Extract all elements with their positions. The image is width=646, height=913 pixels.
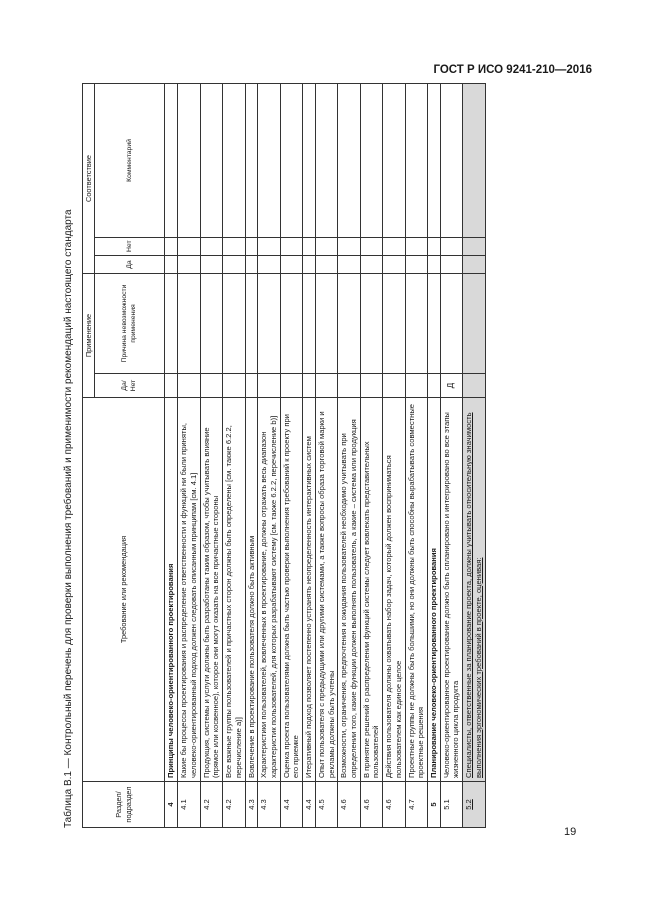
row-text: Принципы человеко-ориентированного проектирования xyxy=(165,398,178,782)
table-row xyxy=(165,83,178,827)
col-section-header: Раздел/ подраздел xyxy=(83,782,165,828)
yes-no-value: Д xyxy=(440,374,462,398)
row-number: 4.4 xyxy=(280,782,302,828)
row-number: 4.6 xyxy=(338,782,360,828)
table-caption: Таблица В.1 — Контрольный перечень для проверки выполнения требований и применимости рекомендаций настоящего стандарта xyxy=(63,209,74,828)
row-text: Проектные группы не должны быть большими, но они должны быть способны вырабатывать совместные проектные решения xyxy=(405,398,427,782)
row-number: 5 xyxy=(428,782,441,828)
row-text: В принятие решений о распределении функций системы следует вовлекать представительных пользователей xyxy=(360,398,382,782)
row-number: 4.4 xyxy=(303,782,316,828)
table-row xyxy=(405,83,427,827)
row-number: 4.2 xyxy=(223,782,245,828)
row-number: 4 xyxy=(165,782,178,828)
col-no-header: Нет xyxy=(95,237,165,255)
row-text: Действия пользователя должны охватывать набор задач, который должен восприниматься пользователем как единое целое xyxy=(383,398,405,782)
row-number: 4.1 xyxy=(178,782,200,828)
col-compliance-header: Соответствие xyxy=(83,83,95,273)
rotated-table-area xyxy=(58,84,589,828)
row-text: Человеко-ориентированное проектирование должно быть спланировано и интегрировано во все этапы жизненного цикла продукта xyxy=(440,398,462,782)
row-text: Итеративный подход позволяет постепенно устранять неопределенность интерактивных систем xyxy=(303,398,316,782)
row-number: 4.2 xyxy=(200,782,222,828)
col-reason-header: Причина невозможности применения xyxy=(95,273,165,373)
page-number: 19 xyxy=(564,826,577,838)
standard-header: ГОСТ Р ИСО 9241-210—2016 xyxy=(433,64,592,76)
row-text: Вовлечение в проектирование пользователя должно быть активным xyxy=(245,398,258,782)
table-row xyxy=(440,83,462,827)
row-text: Продукция, системы и услуги должны быть разработаны таким образом, чтобы учитывать влияние (прямое или косвенное), которое они могут оказать на все причастные стороны xyxy=(200,398,222,782)
col-application-header: Применение xyxy=(83,273,95,397)
table-row xyxy=(303,83,316,827)
row-text: Характеристики пользователей, вовлеченных в проектирование, должны отражать весь диапазон характеристик пользователей, для которых разрабатывают систему [см. также 6.2.2, перечисление b)] xyxy=(258,398,280,782)
table-row xyxy=(245,83,258,827)
table-row xyxy=(200,83,222,827)
row-text: Опыт пользователя с предыдущими или другими системами, а также вопросы образа торговой марки и рекламы должны быть учтены xyxy=(315,398,337,782)
col-requirement-header: Требование или рекомендация xyxy=(83,398,165,782)
row-number: 4.5 xyxy=(315,782,337,828)
row-number: 4.7 xyxy=(405,782,427,828)
col-comment-header: Комментарий xyxy=(95,83,165,237)
table-row xyxy=(280,83,302,827)
row-number: 4.3 xyxy=(258,782,280,828)
row-number: 5.2 xyxy=(463,782,485,828)
table-row xyxy=(315,83,337,827)
row-number: 4.3 xyxy=(245,782,258,828)
col-yes-header: Да xyxy=(95,255,165,273)
checklist-table xyxy=(82,83,486,828)
table-row xyxy=(258,83,280,827)
row-text: Оценка проекта пользователями должна быть частью проверки выполнения требований к проекту при его приемке xyxy=(280,398,302,782)
row-number: 4.6 xyxy=(383,782,405,828)
row-text: Планирование человеко-ориентированного проектирования xyxy=(428,398,441,782)
table-row xyxy=(223,83,245,827)
col-yes-no-header: Да/ Нет xyxy=(95,374,165,398)
row-text: Специалисты, ответственные за планирование проекта, должны учитывать относительную значимость выполнения эргономических требований в проекте, оценивая: xyxy=(463,398,485,782)
table-row xyxy=(463,83,485,827)
table-row xyxy=(360,83,382,827)
table-row xyxy=(428,83,441,827)
row-text: Возможности, ограничения, предпочтения и ожидания пользователей необходимо учитывать при определении того, какие функции должен выполнять пользователь, а какие – система или продукция xyxy=(338,398,360,782)
table-row xyxy=(178,83,200,827)
table-row xyxy=(338,83,360,827)
row-text: Все важные группы пользователей и причастных сторон должны быть определены [см. также 6.2.2, перечисление a)] xyxy=(223,398,245,782)
row-number: 4.6 xyxy=(360,782,382,828)
row-number: 5.1 xyxy=(440,782,462,828)
row-text: Какие бы процессы проектирования и распределение ответственности и функций ни были приняты, человеко-ориентированный подход должен следовать описанным принципам [см. 4.1] xyxy=(178,398,200,782)
table-row xyxy=(383,83,405,827)
